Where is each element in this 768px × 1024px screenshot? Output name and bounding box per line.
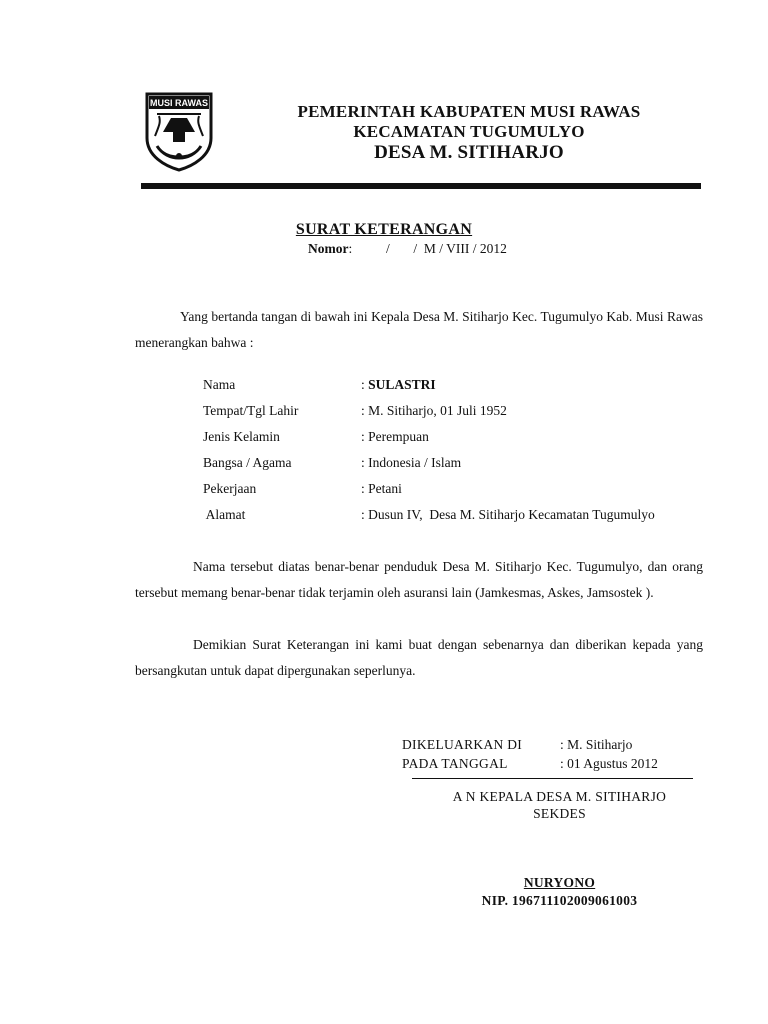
statement-paragraph: Nama tersebut diatas benar-benar penduduk Desa M. Sitiharjo Kec. Tugumulyo, dan orang tersebut memang benar-benar tidak terjamin oleh asuransi lain (Jamkesmas, Askes, Jamsostek ). [135, 559, 703, 600]
issued-divider [412, 778, 693, 779]
closing-paragraph: Demikian Surat Keterangan ini kami buat dengan sebenarnya dan diberikan kepada yang bersangkutan untuk dapat dipergunakan seperlunya. [135, 637, 703, 678]
signatory-position: SEKDES [533, 806, 586, 821]
letter-number-value: : / / M / VIII / 2012 [348, 241, 507, 256]
svg-text:MUSI RAWAS: MUSI RAWAS [149, 98, 209, 108]
letterhead-district: KECAMATAN TUGUMULYO [353, 122, 585, 141]
letterhead-government: PEMERINTAH KABUPATEN MUSI RAWAS [297, 102, 641, 121]
detail-value: : SULASTRI [361, 377, 436, 392]
letterhead-divider [141, 183, 701, 189]
letterhead-village: DESA M. SITIHARJO [374, 142, 564, 163]
letter-number-label: Nomor [308, 241, 349, 256]
intro-paragraph: Yang bertanda tangan di bawah ini Kepala Desa M. Sitiharjo Kec. Tugumulyo Kab. Musi Rawas menerangkan bahwa : [135, 309, 703, 350]
detail-value: : Dusun IV, Desa M. Sitiharjo Kecamatan Tugumulyo [361, 507, 655, 522]
detail-label: Bangsa / Agama [203, 455, 292, 470]
signatory-name: NURYONO [523, 875, 596, 890]
detail-value: : Perempuan [361, 429, 429, 444]
letter-number [308, 241, 507, 257]
issued-date-value: : 01 Agustus 2012 [560, 756, 658, 771]
detail-label: Pekerjaan [203, 481, 257, 496]
detail-label: Nama [203, 377, 236, 392]
detail-value: : Indonesia / Islam [361, 455, 462, 470]
detail-value: : Petani [361, 481, 402, 496]
detail-value: : M. Sitiharjo, 01 Juli 1952 [361, 403, 507, 418]
detail-label: Jenis Kelamin [203, 429, 280, 444]
detail-label: Tempat/Tgl Lahir [203, 403, 299, 418]
detail-label: Alamat [203, 507, 246, 522]
letter-title: SURAT KETERANGAN [295, 221, 473, 238]
signatory-nip: NIP. 196711102009061003 [481, 893, 638, 908]
issued-date-label: PADA TANGGAL [402, 756, 508, 771]
issued-place-label: DIKELUARKAN DI [402, 737, 523, 752]
signatory-role: A N KEPALA DESA M. SITIHARJO [452, 789, 667, 804]
issued-place-value: : M. Sitiharjo [560, 737, 633, 752]
